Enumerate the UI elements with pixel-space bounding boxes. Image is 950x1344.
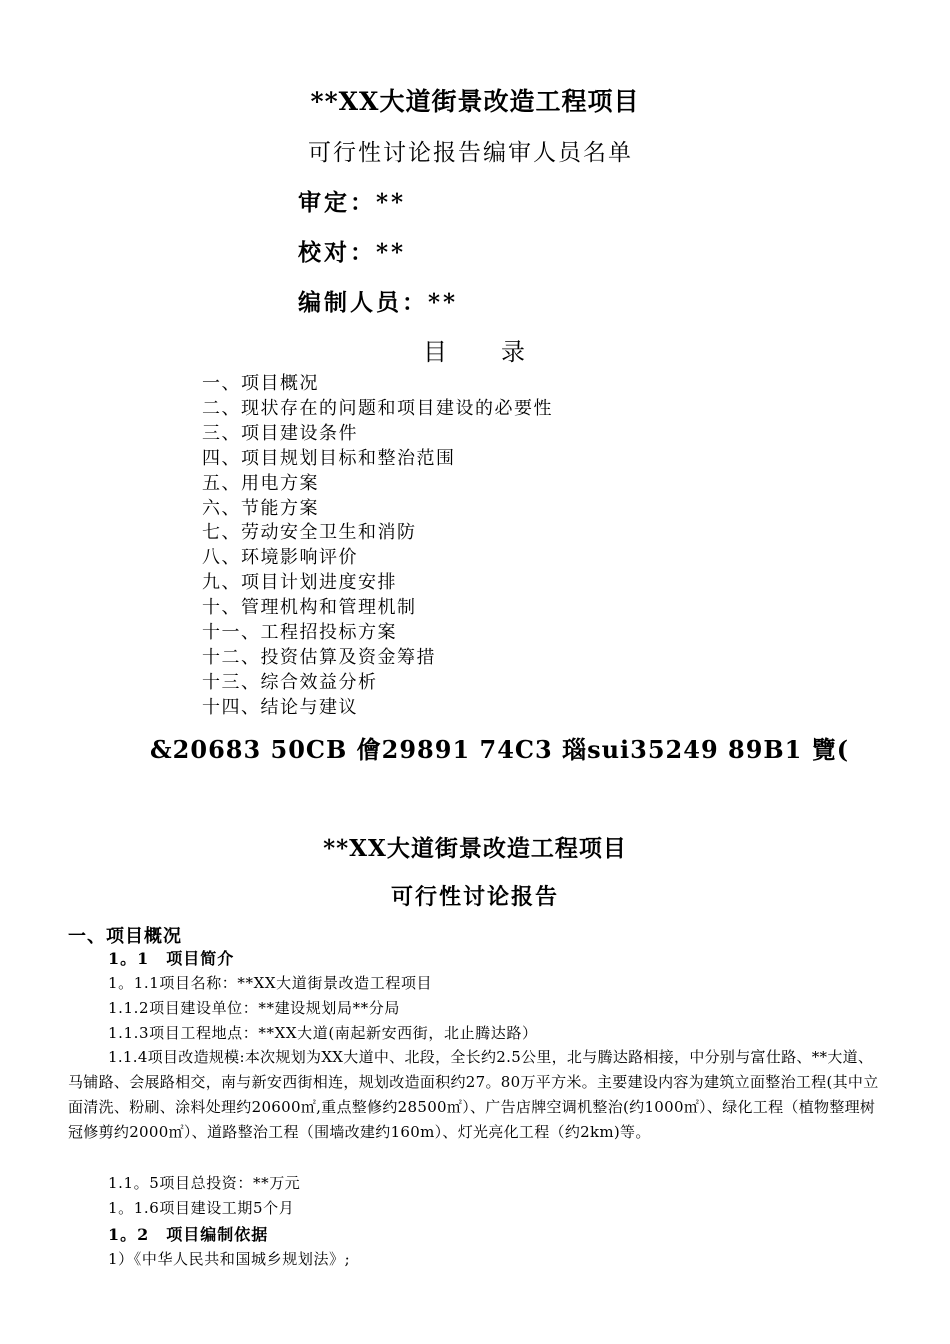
subsection-heading-project-intro: 1。1 项目简介 xyxy=(108,949,235,968)
toc-item: 一、项目概况 xyxy=(202,373,319,394)
cover-title: **XX大道街景改造工程项目 xyxy=(310,87,640,116)
project-name-line: 1。1.1项目名称：**XX大道街景改造工程项目 xyxy=(108,974,433,992)
toc-item: 十一、工程招投标方案 xyxy=(202,622,397,644)
toc-item: 九、项目计划进度安排 xyxy=(202,572,397,594)
garbled-text-line: &20683 50CB 儈29891 74C3 瑙sui35249 89B1 覽( xyxy=(150,735,850,764)
report-title: **XX大道街景改造工程项目 xyxy=(323,835,627,862)
toc-item: 七、劳动安全卫生和消防 xyxy=(202,522,417,544)
toc-heading: 目 录 xyxy=(423,338,527,366)
toc-item: 五、用电方案 xyxy=(202,472,319,494)
cover-subtitle: 可行性讨论报告编审人员名单 xyxy=(308,140,633,166)
toc-item: 三、项目建设条件 xyxy=(202,422,358,444)
subsection-heading-basis: 1。2 项目编制依据 xyxy=(108,1225,269,1244)
project-duration-line: 1。1.6项目建设工期5个月 xyxy=(108,1199,295,1217)
compilers-line: 编制人员：** xyxy=(298,289,459,316)
report-subtitle: 可行性讨论报告 xyxy=(390,884,559,910)
toc-item: 四、项目规划目标和整治范围 xyxy=(202,447,456,469)
section-heading-project-overview: 一、项目概况 xyxy=(68,926,182,947)
project-scale-paragraph: 1.1.4项目改造规模:本次规划为XX大道中、北段，全长约2.5公里，北与腾达路相接，中分别与富仕路、**大道、马铺路、会展路相交，南与新安西街相连，规划改造面积约27。80万平方米。主要建设内容为建筑立面整治工程(其中立面清洗、粉刷、涂料处理约20600㎡,重点整修约28500㎡）、广告店牌空调机整治(约1000㎡）、绿化工程（植物整理树冠修剪约2000㎡）、道路整治工程（围墙改建约160m）、灯光亮化工程（约2km)等。 xyxy=(68,1048,879,1141)
toc-item: 二、现状存在的问题和项目建设的必要性 xyxy=(202,397,553,419)
project-unit-line: 1.1.2项目建设单位：**建设规划局**分局 xyxy=(108,999,400,1017)
reviewer-line: 审定：** xyxy=(298,189,407,216)
table-of-contents xyxy=(202,372,553,721)
proofreader-line: 校对：** xyxy=(298,239,407,266)
toc-item: 十二、投资估算及资金筹措 xyxy=(202,646,436,668)
project-investment-line: 1.1。5项目总投资：**万元 xyxy=(108,1174,301,1192)
toc-item: 十四、结论与建议 xyxy=(202,696,358,718)
toc-item: 十三、综合效益分析 xyxy=(202,671,378,693)
project-location-line: 1.1.3项目工程地点：**XX大道(南起新安西街，北止腾达路） xyxy=(108,1024,538,1042)
basis-item: 1）《中华人民共和国城乡规划法》; xyxy=(108,1250,351,1268)
toc-item: 十、管理机构和管理机制 xyxy=(202,597,417,619)
toc-item: 六、节能方案 xyxy=(202,497,319,519)
toc-item: 八、环境影响评价 xyxy=(202,547,358,569)
